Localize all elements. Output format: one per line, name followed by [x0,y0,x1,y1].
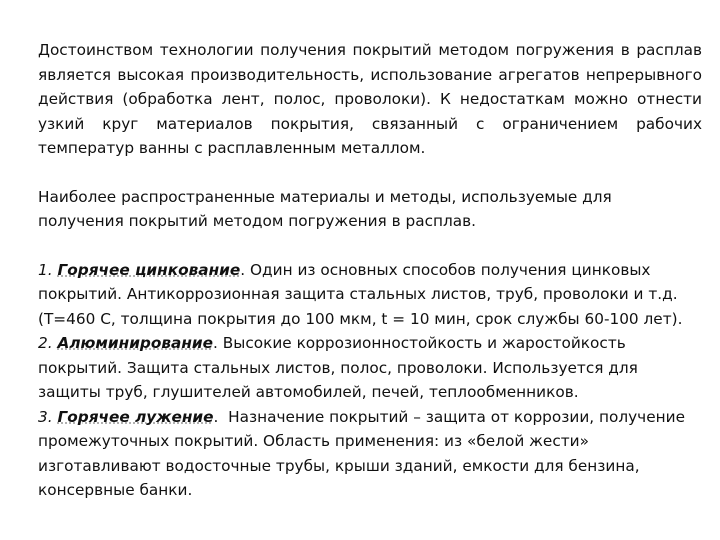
methods-list [38,258,702,503]
subtitle-paragraph: Наиболее распространенные материалы и методы, используемые для получения покрытий методом погружения в расплав. [38,187,612,230]
intro-paragraph: Достоинством технологии получения покрытий методом погружения в расплав является высокая производительность, использование агрегатов непрерывного действия (обработка лент, полос, проволоки). К недостаткам можно отнести узкий круг материалов покрытия, связанный с ограничением рабочих температур ванны с расплавленным металлом. [38,41,702,157]
item-number: 3. [38,407,53,426]
item-punct: . [240,260,246,279]
item-text: Назначение покрытий – защита от коррозии, получение промежуточных покрытий. Область применения: из «белой жести» изготавливают водосточные трубы, крыши зданий, емкости для бензина, консервные банки. [38,407,690,499]
item-text: Высокие коррозионностойкость и жаростойкость покрытий. Защита стальных листов, полос, проволоки. Используется для защиты труб, глушителей автомобилей, печей, теплообменников. [38,334,638,401]
list-item-hot-galvanizing [38,258,702,332]
item-number: 2. [38,334,53,352]
list-item-hot-tinning [38,405,702,503]
list-item-aluminizing [38,331,702,405]
item-number: 1. [38,260,53,279]
item-term: Алюминирование [57,334,214,352]
item-punct: . [213,407,219,426]
document-page [38,38,702,503]
item-punct: . [213,334,218,352]
item-term: Горячее цинкование [57,260,241,279]
item-text: Один из основных способов получения цинковых покрытий. Антикоррозионная защита стальных листов, труб, проволоки и т.д. (Т=460 С, толщина покрытия до 100 мкм, t = 10 мин, срок службы 60-100 лет). [38,260,683,328]
item-term: Горячее лужение [57,407,214,426]
